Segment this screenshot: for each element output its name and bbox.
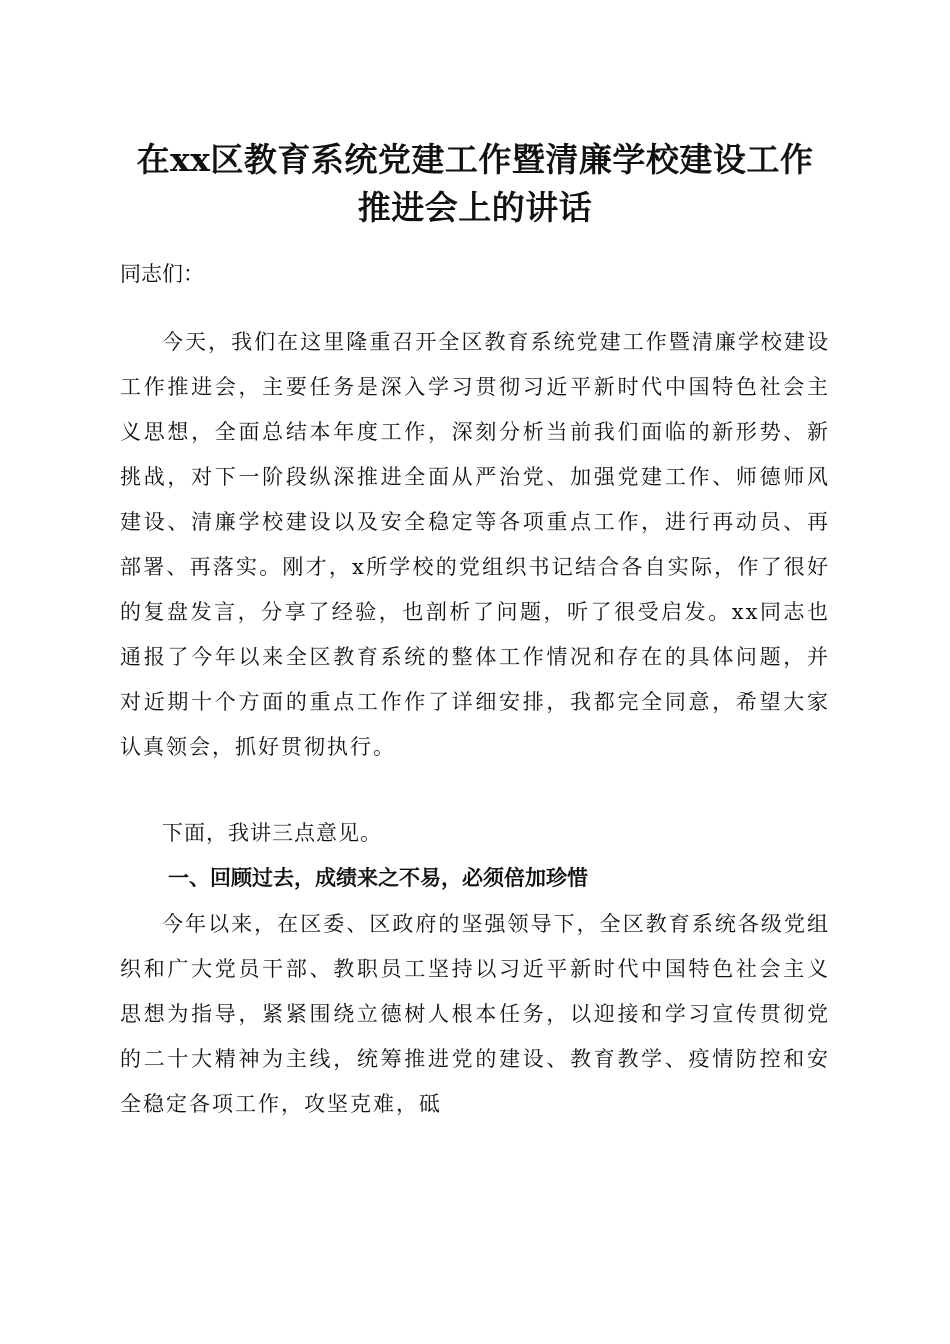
salutation: 同志们： <box>120 262 204 286</box>
section-paragraph: 今年以来，在区委、区政府的坚强领导下，全区教育系统各级党组织和广大党员干部、教职员工坚持以习近平新时代中国特色社会主义思想为指导，紧紧围绕立德树人根本任务，以迎接和学习宣传贯彻党的二十大精神为主线，统筹推进党的建设、教育教学、疫情防控和安全稳定各项工作，攻坚克难，砥 <box>120 912 830 1116</box>
document-title: 在xx区教育系统党建工作暨清廉学校建设工作推进会上的讲话 <box>136 140 814 227</box>
body-paragraph: 今天，我们在这里隆重召开全区教育系统党建工作暨清廉学校建设工作推进会，主要任务是深入学习贯彻习近平新时代中国特色社会主义思想，全面总结本年度工作，深刻分析当前我们面临的新形势、新挑战，对下一阶段纵深推进全面从严治党、加强党建工作、师德师风建设、清廉学校建设以及安全稳定等各项重点工作，进行再动员、再部署、再落实。刚才，x所学校的党组织书记结合各自实际，作了很好的复盘发言，分享了经验，也剖析了问题，听了很受启发。xx同志也通报了今年以来全区教育系统的整体工作情况和存在的具体问题，并对近期十个方面的重点工作作了详细安排，我都完全同意，希望大家认真领会，抓好贯彻执行。 <box>120 330 830 759</box>
body-paragraph: 下面，我讲三点意见。 <box>162 821 382 845</box>
section-heading: 一、回顾过去，成绩来之不易，必须倍加珍惜 <box>168 866 588 890</box>
